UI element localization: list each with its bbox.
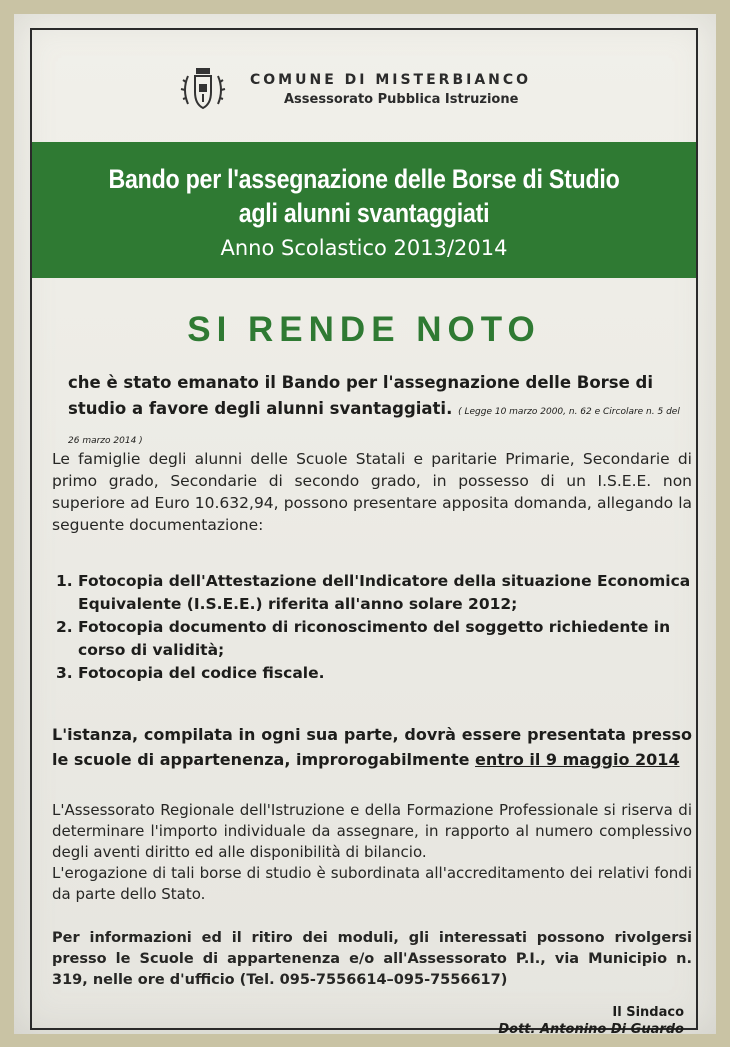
notes-paragraph <box>52 800 692 905</box>
notes-line2: L'erogazione di tali borse di studio è subordinata all'accreditamento dei relativi fondi da parte dello Stato. <box>52 864 692 903</box>
poster <box>14 14 716 1037</box>
comune-name: COMUNE DI MISTERBIANCO <box>250 72 532 88</box>
list-item-text: Fotocopia dell'Attestazione dell'Indicatore della situazione Economica Equivalente (I.S.E.E.) riferita all'anno solare 2012; <box>78 572 691 613</box>
notes-line1: L'Assessorato Regionale dell'Istruzione e della Formazione Professionale si riserva di determinare l'importo individuale da assegnare, in rapporto al numero complessivo degli aventi diritto ed alle disponibilità di bilancio. <box>52 801 692 861</box>
coat-of-arms-icon <box>180 64 226 114</box>
deadline-text: L'istanza, compilata in ogni sua parte, dovrà essere presentata presso le scuole di appartenenza, improrogabilmente <box>52 725 692 769</box>
list-item-text: Fotocopia documento di riconoscimento del soggetto richiedente in corso di validità; <box>78 618 671 659</box>
title-banner <box>32 142 696 278</box>
list-item <box>52 570 692 616</box>
announcement-heading: SI RENDE NOTO <box>187 310 541 349</box>
banner-title-line1: Bando per l'assegnazione delle Borse di Studio <box>108 164 620 194</box>
contact-paragraph: Per informazioni ed il ritiro dei moduli, gli interessati possono rivolgersi presso le Scuole di appartenenza e/o all'Assessorato P.I., via Municipio n. 319, nelle ore d'ufficio (Tel. 095-7556614–095-7556617) <box>52 930 692 988</box>
deadline-date: entro il 9 maggio 2014 <box>475 750 680 769</box>
list-item <box>52 616 692 662</box>
intro-legal-reference: ( Legge 10 marzo 2000, n. 62 e Circolare n. 5 del 26 marzo 2014 ) <box>68 407 680 446</box>
banner-title-line2: agli alunni svantaggiati <box>238 198 490 228</box>
signature-role: Il Sindaco <box>612 1005 684 1020</box>
poster-frame <box>30 28 698 1037</box>
documents-list <box>52 570 692 685</box>
banner-title <box>78 162 649 230</box>
announcement-intro <box>68 370 688 454</box>
deadline-paragraph <box>52 722 692 772</box>
school-year: Anno Scolastico 2013/2014 <box>220 236 508 260</box>
assessorato-name: Assessorato Pubblica Istruzione <box>284 92 519 107</box>
list-item-number: 2. <box>56 618 73 636</box>
intro-text: che è stato emanato il Bando per l'assegnazione delle Borse di studio a favore degli alunni svantaggiati. <box>68 373 654 418</box>
list-item-number: 3. <box>56 664 73 682</box>
eligibility-paragraph: Le famiglie degli alunni delle Scuole Statali e paritarie Primarie, Secondarie di primo grado, Secondarie di secondo grado, in possesso di un I.S.E.E. non superiore ad Euro 10.632,94, possono presentare apposita domanda, allegando la seguente documentazione: <box>52 450 692 534</box>
header <box>32 30 696 142</box>
signature-block <box>498 1004 684 1038</box>
signature-name: Dott. Antonino Di Guardo <box>498 1022 684 1037</box>
list-item <box>52 662 692 685</box>
list-item-number: 1. <box>56 572 73 590</box>
list-item-text: Fotocopia del codice fiscale. <box>78 664 325 682</box>
